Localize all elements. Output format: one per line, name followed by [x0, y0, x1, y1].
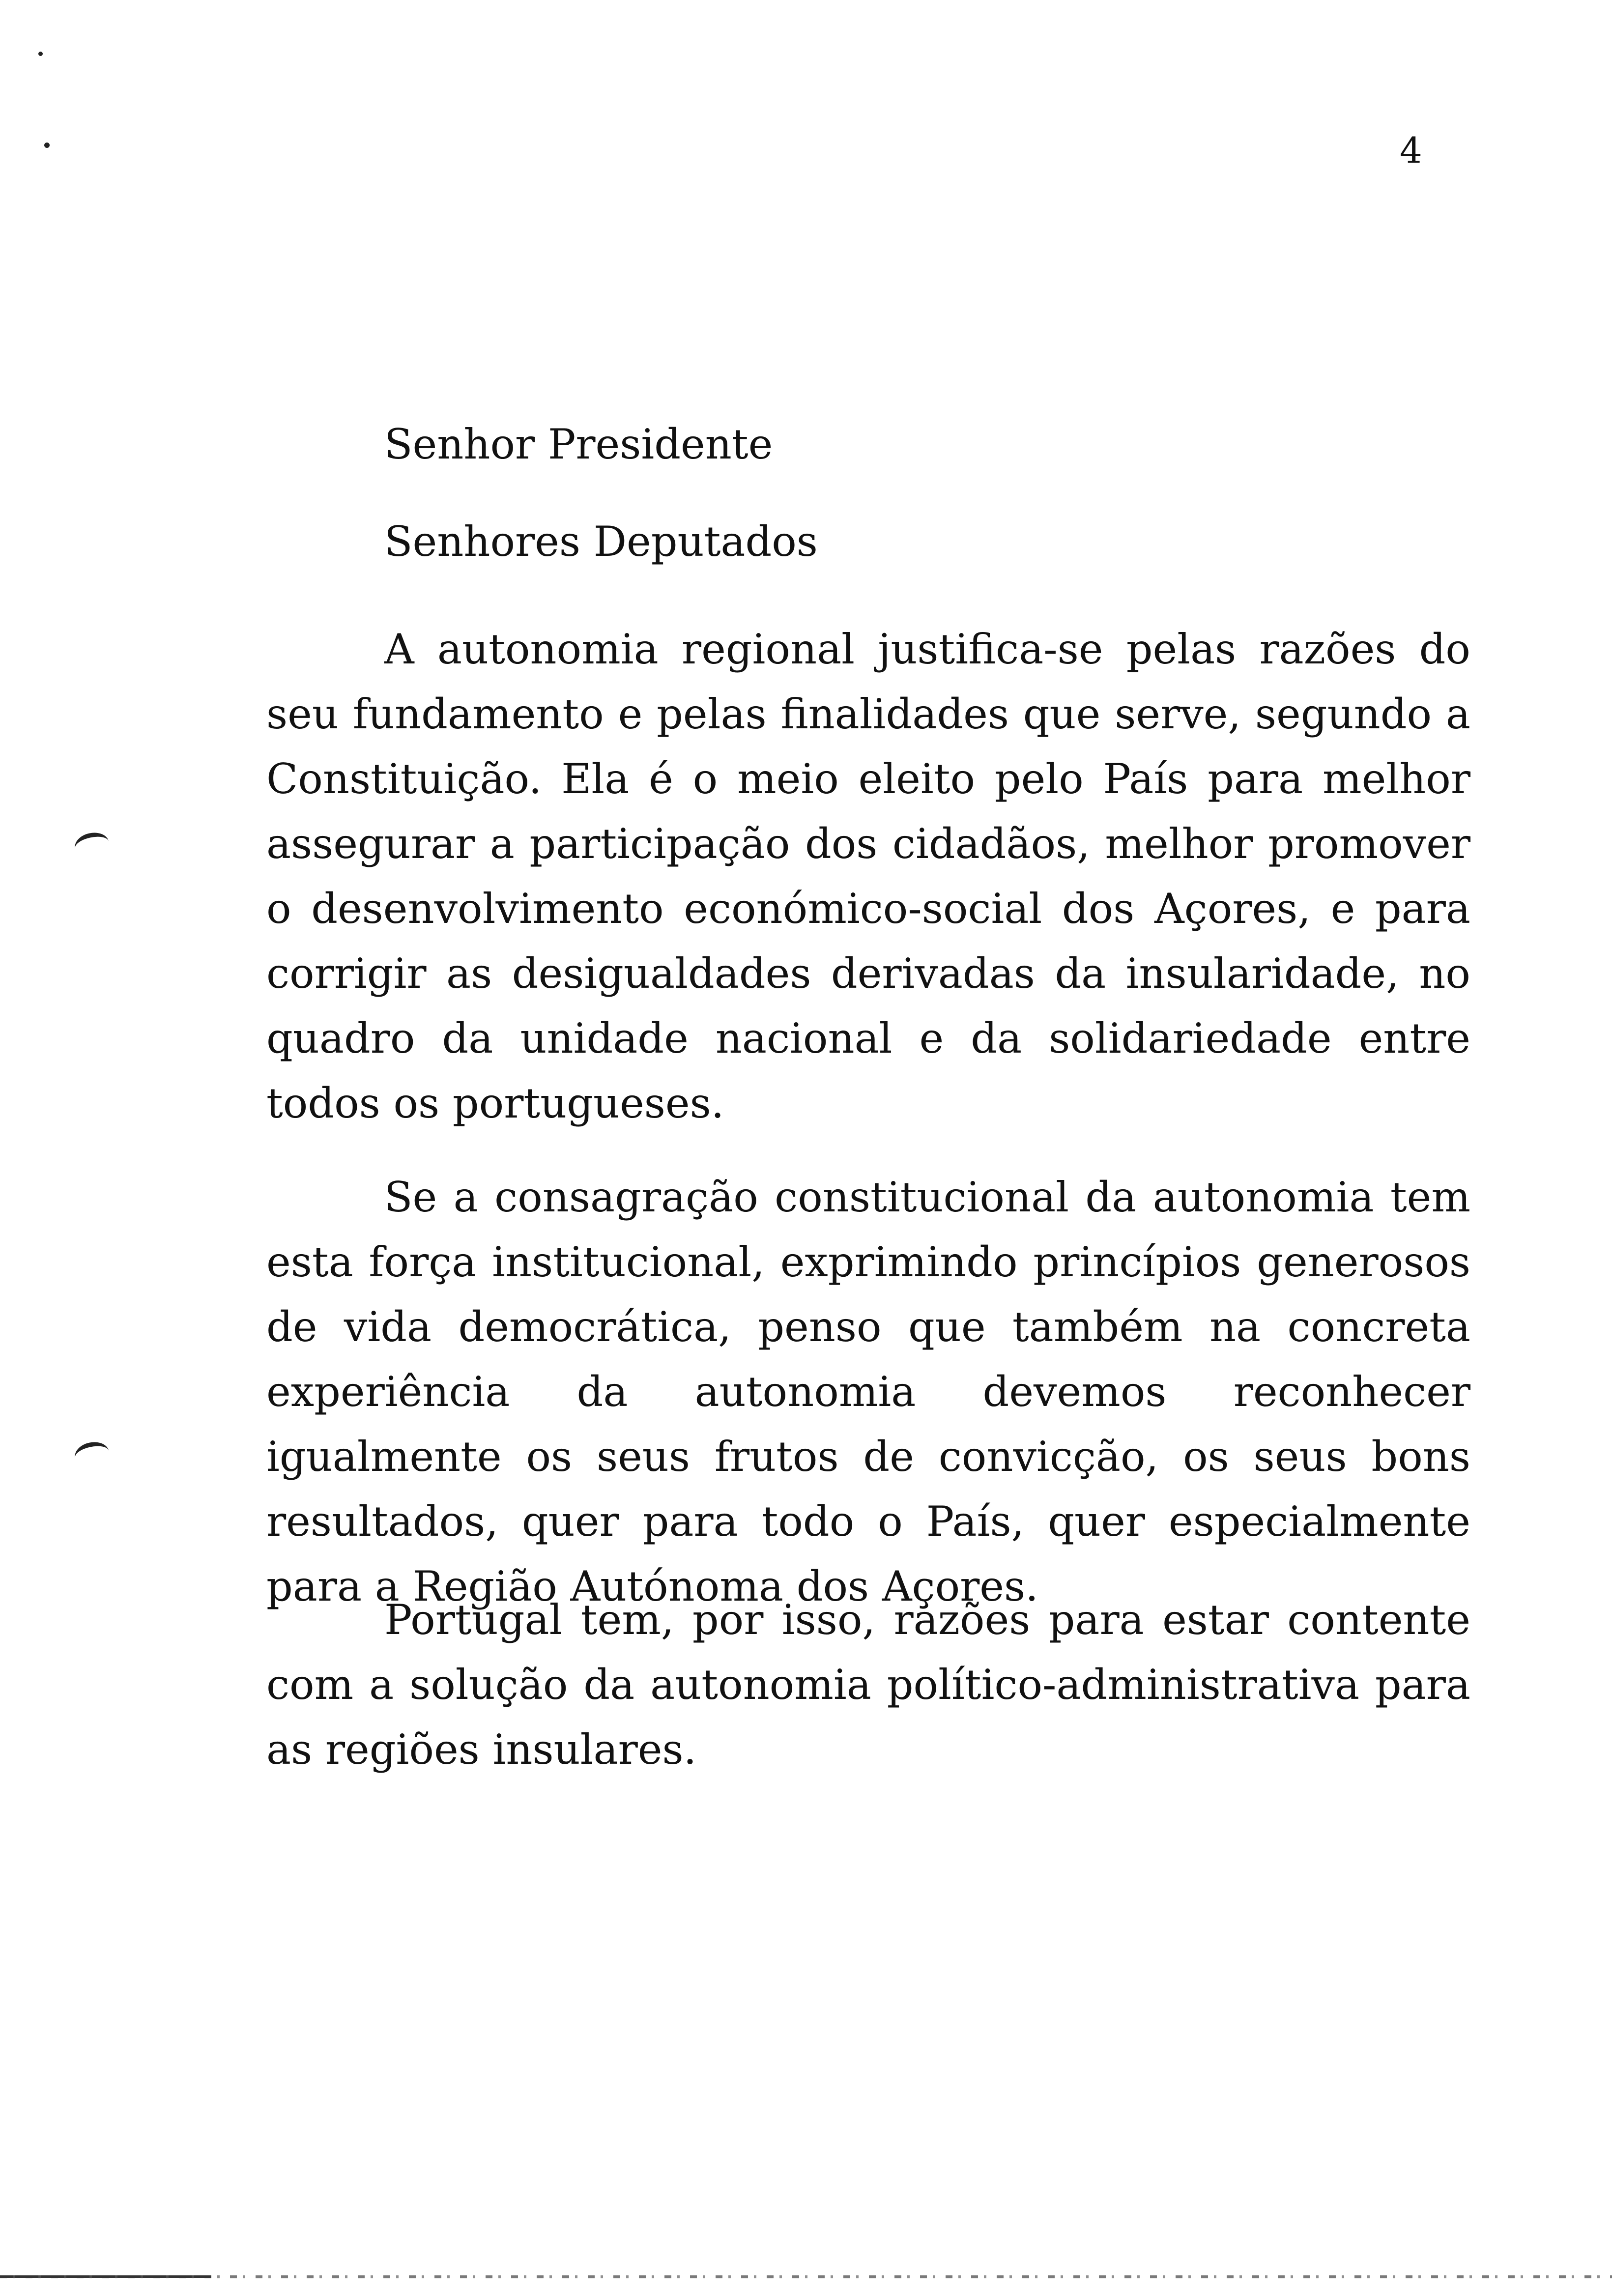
hole-punch-mark — [73, 830, 112, 860]
scan-dot — [44, 143, 50, 148]
paragraph-2: Se a consagração constitucional da autonomia tem esta força institucional, exprimindo princípios generosos de vida democrática, penso que também na concreta experiência da autonomia devemos reconhecer igualmente os seus frutos de convicção, os seus bons resultados, quer para todo o País, quer especialmente para a Região Autónoma dos Açores. — [266, 1173, 1470, 1610]
scan-dot — [38, 52, 43, 56]
salutation-deputies: Senhores Deputados — [384, 517, 818, 566]
paragraph-1: A autonomia regional justifica-se pelas razões do seu fundamento e pelas finalidades que serve, segundo a Constituição. Ela é o meio eleito pelo País para melhor assegurar a participação dos cidadãos, melhor promover o desenvolvimento económico-social dos Açores, e para corrigir as desigualdades derivadas da insularidade, no quadro da unidade nacional e da solidariedade entre todos os portugueses. — [266, 625, 1470, 1127]
page-number: 4 — [1400, 130, 1422, 171]
salutation-president: Senhor Presidente — [384, 420, 773, 468]
paragraph-3: Portugal tem, por isso, razões para estar contente com a solução da autonomia político-administrativa para as regiões insulares. — [266, 1596, 1470, 1774]
bottom-edge-noise — [0, 2275, 1612, 2278]
hole-punch-mark — [73, 1439, 112, 1469]
